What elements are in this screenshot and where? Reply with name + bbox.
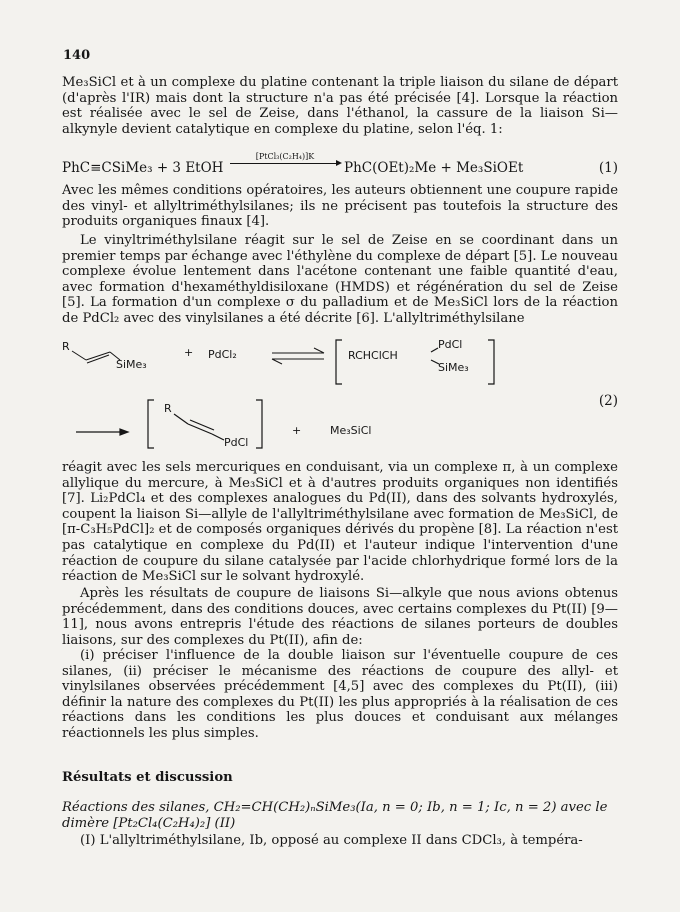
equation-1 [62,152,618,178]
paragraph-4-text: réagit avec les sels mercuriques en conduisant, via un complexe π, à un complexe allylique du mercure, à Me₃SiCl et à d'autres produits organiques non identifiés [7]. Li₂PdCl₄ et des complexes analogues du Pd(II), dans des solvants hydroxylés, coupent la liaison Si—allyle de l'allyltriméthylsilane avec formation de Me₃SiCl, de [π-C₃H₅PdCl]₂ et de composés organiques dérivés du propène [8]. La réaction n'est pas catalytique en complexe du Pd(II) et l'auteur indique l'intervention d'une réaction de coupure du silane catalysée par l'acide chlorhydrique formé lors de la réaction de Me₃SiCl sur le solvant hydroxylé. [62,460,619,585]
eq2-r1: R [62,340,70,353]
scheme-2-drawing [62,336,618,464]
reaction-scheme-2 [62,336,618,464]
eq1-catalyst: [PtCl₃(C₂H₄)]K [255,152,315,161]
eq2-r2: R [164,402,172,415]
paragraph-1-text: Me₃SiCl et à un complexe du platine contenant la triple liaison du silane de départ (d'après l'IR) mais dont la structure n'a pas été précisée [4]. Lorsque la réaction est réalisée avec le sel de Zeise, dans l'éthanol, la cassure de la liaison Si—alkynyle devient catalytique en complexe du platine, selon l'éq. 1: [62,75,618,137]
subsection-heading: Réactions des silanes, CH₂=CH(CH₂)ₙSiMe₃(Ia, n = 0; Ib, n = 1; Ic, n = 2) avec le dimère [Pt₂Cl₄(C₂H₄)₂] (II) [62,800,608,831]
vinylsilane-structure [72,351,120,363]
paragraph-1 [62,75,618,137]
paragraph-5 [62,586,618,648]
eq2-sime3-b: SiMe₃ [438,361,469,374]
eq2-pdcl: PdCl [438,338,463,351]
eq1-number: (1) [598,160,618,176]
eq2-pdcl-b: PdCl [224,436,249,449]
eq2-plus-2: + [292,424,302,437]
eq2-sime3: SiMe₃ [116,358,147,371]
reaction-arrow-2-icon [76,429,128,435]
eq2-plus-1: + [184,346,194,359]
paragraph-2 [62,183,618,230]
paragraph-3 [62,233,618,327]
eq2-rchclch: RCHClCH [348,349,398,362]
paragraph-3-text: Le vinyltriméthylsilane réagit sur le sel de Zeise en se coordinant dans un premier temps par échange avec l'éthylène du complexe de départ [5]. Le nouveau complexe évolue lentement dans l'acétone contenant une faible quantité d'eau, avec formation d'hexaméthyldisiloxane (HMDS) et régénération du sel de Zeise [5]. La formation d'un complexe σ du palladium et de Me₃SiCl lors de la réaction de PdCl₂ avec des vinylsilanes a été décrite [6]. L'allyltriméthylsilane [62,233,618,326]
eq1-arrow [230,152,340,164]
eq2-pdcl2: PdCl₂ [208,348,237,361]
eq1-rhs: PhC(OEt)₂Me + Me₃SiOEt [344,160,524,176]
reaction-arrow-icon [230,163,340,164]
eq2-me3sicl: Me₃SiCl [330,424,372,437]
paragraph-7 [62,833,618,849]
paragraph-2-text: Avec les mêmes conditions opératoires, les auteurs obtiennent une coupure rapide des vinyl- et allyltriméthylsilanes; ils ne précisent pas toutefois la structure des produits organiques finaux [4]. [62,183,618,230]
paragraph-6-text: (i) préciser l'influence de la double liaison sur l'éventuelle coupure de ces silanes, (ii) préciser le mécanisme des réactions de coupure des allyl- et vinylsilanes observées précédemment [4,5] avec des complexes du Pt(II), (iii) définir la nature des complexes du Pt(II) les plus appropriés à la réalisation de ces réactions dans les conditions les plus douces et conduisant aux mélanges réactionnels les plus simples. [62,648,618,741]
section-heading: Résultats et discussion [62,770,233,785]
eq1-lhs: PhC≡CSiMe₃ + 3 EtOH [62,160,224,176]
paragraph-6 [62,648,618,742]
complex-bracket-1 [336,340,494,384]
equilibrium-arrow-icon [272,348,324,364]
paragraph-7-text: (I) L'allyltriméthylsilane, Ib, opposé au complexe II dans CDCl₃, à tempéra- [80,833,583,848]
paragraph-5-text: Après les résultats de coupure de liaisons Si—alkyle que nous avions obtenus précédemment, dans des conditions douces, avec certains complexes du Pt(II) [9—11], nous avons entrepris l'étude des réactions de silanes porteurs de doubles liaisons, sur des complexes du Pt(II), afin de: [62,586,618,648]
paragraph-4 [62,460,618,585]
eq2-number: (2) [598,393,618,409]
page-number: 140 [63,48,91,63]
